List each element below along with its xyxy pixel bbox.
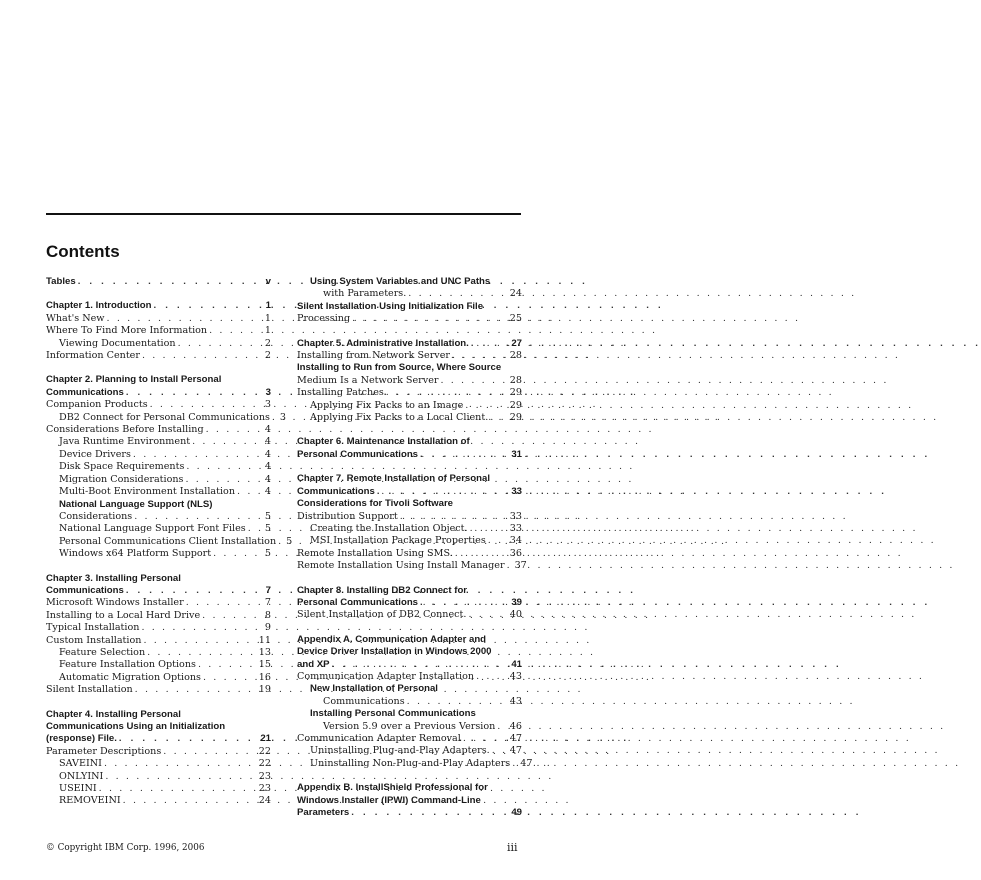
toc-chapter-heading: Chapter 3. Installing Personal (46, 572, 181, 584)
toc-chapter-heading: Appendix A. Communication Adapter and (297, 633, 487, 645)
toc-entry-line1[interactable]: Installing to Run from Source, Where Source (297, 362, 502, 374)
toc-entry-chapter-4[interactable]: (response) File. . . . 21 (46, 733, 271, 745)
toc-chapter-5 (297, 338, 522, 425)
toc-entry-chapter-8[interactable]: Personal Communications . . . 39 (297, 597, 522, 609)
toc-right-column (297, 276, 533, 819)
toc-chapter-7 (297, 473, 527, 572)
toc-chapter-1 (46, 300, 271, 362)
toc-entry[interactable]: Information Center . . . 2 (46, 350, 271, 362)
toc-entry[interactable]: Remote Installation Using SMS. . . . 36 (297, 548, 522, 560)
toc-chapter-heading: Appendix B. InstallShield Professional for (297, 782, 488, 794)
toc-subentry-line1[interactable]: Using System Variables and UNC Paths (310, 276, 491, 287)
toc-chapter-3 (46, 573, 271, 697)
toc-entry[interactable]: Distribution Support . . . 33 (297, 511, 522, 523)
toc-entry[interactable]: Silent Installation of DB2 Connect. . . . 40 (297, 609, 522, 621)
toc-chapter-8 (297, 585, 522, 622)
toc-continued (297, 276, 522, 326)
page-title: Contents (46, 242, 120, 261)
toc-entry[interactable]: Communication Adapter Removal . . . 47 (297, 733, 522, 745)
toc-entry-chapter-6[interactable]: Personal Communications . . . 31 (297, 449, 522, 461)
toc-subentry[interactable]: Uninstalling Non-Plug-and-Play Adapters . . . 47 (297, 758, 522, 770)
toc-subentry[interactable]: Applying Fix Packs to a Local Client. . . . 29 (297, 412, 522, 424)
toc-subentry[interactable]: Multi-Boot Environment Installation . . . 4 (46, 486, 271, 498)
toc-entry-line1[interactable]: Considerations for Tivoli Software (297, 498, 454, 510)
toc-chapter-heading: Device Driver Installation in Windows 2000 (297, 646, 492, 658)
toc-entry-chapter-2[interactable]: Communications . . . 3 (46, 387, 271, 399)
page-number: iii (507, 841, 518, 854)
toc-entry[interactable]: Processing . . . 25 (297, 313, 522, 325)
toc-chapter-heading: Chapter 7. Remote Installation of Personal (297, 473, 490, 485)
header-rule (46, 213, 521, 215)
toc-subentry[interactable]: Version 5.9 over a Previous Version . . . 46 (297, 721, 522, 733)
toc-section-tables (46, 276, 271, 288)
toc-entry[interactable]: Companion Products . . . 3 (46, 399, 271, 411)
toc-subentry[interactable]: Creating the Installation Object. . . . 33 (297, 523, 522, 535)
toc-subentry[interactable]: SAVEINI . . . 22 (46, 758, 271, 770)
toc-entry[interactable]: Where To Find More Information . . . 1 (46, 325, 271, 337)
toc-entry[interactable]: Communication Adapter Installation . . . 43 (297, 671, 522, 683)
toc-entry[interactable]: Considerations Before Installing . . . 4 (46, 424, 271, 436)
toc-subentry[interactable]: DB2 Connect for Personal Communications . . . 3 (46, 412, 271, 424)
toc-subentry[interactable]: Considerations . . . 5 (46, 511, 271, 523)
toc-subentry[interactable]: Automatic Migration Options . . . 16 (46, 672, 271, 684)
toc-subentry[interactable]: MSI Installation Package Properties . . . 34 (297, 535, 522, 547)
toc-subentry[interactable]: USEINI . . . 23 (46, 783, 271, 795)
toc-entry-chapter-7[interactable]: Communications . . . 33 (297, 486, 522, 498)
toc-entry[interactable]: What's New . . . 1 (46, 313, 271, 325)
toc-subentry[interactable]: Feature Selection . . . 13 (46, 647, 271, 659)
toc-entry[interactable]: Microsoft Windows Installer . . . 7 (46, 597, 271, 609)
toc-subentry[interactable]: Java Runtime Environment . . . 4 (46, 436, 271, 448)
toc-subentry[interactable]: Uninstalling Plug-and-Play Adapters. . . . 47 (297, 745, 522, 757)
toc-entry-chapter-3[interactable]: Communications . . . 7 (46, 585, 271, 597)
toc-subentry[interactable]: REMOVEINI . . . 24 (46, 795, 271, 807)
toc-entry[interactable]: Typical Installation . . . 9 (46, 622, 271, 634)
toc-subentry[interactable]: Windows x64 Platform Support . . . 5 (46, 548, 271, 560)
toc-entry[interactable]: Remote Installation Using Install Manager . . . 37 (297, 560, 522, 572)
copyright-footer: © Copyright IBM Corp. 1996, 2006 (46, 843, 205, 853)
toc-subentry[interactable]: Applying Fix Packs to an Image . . . 29 (297, 400, 522, 412)
toc-subentry[interactable]: Disk Space Requirements . . . 4 (46, 461, 271, 473)
toc-chapter-heading: Chapter 2. Planning to Install Personal (46, 374, 222, 386)
toc-entry-chapter-5[interactable]: Chapter 5. Administrative Installation. . . . 27 (297, 338, 522, 350)
toc-entry[interactable]: Silent Installation . . . 19 (46, 684, 271, 696)
toc-chapter-heading: Windows Installer (IPWI) Command-Line (297, 794, 481, 806)
toc-subentry-line1[interactable]: Installing Personal Communications (310, 708, 476, 720)
toc-entry-appendix-b[interactable]: Parameters . . . 49 (297, 807, 522, 819)
toc-entry[interactable]: Medium Is a Network Server . . . 28 (297, 375, 522, 387)
toc-appendix-a (297, 633, 533, 770)
toc-left-column (46, 276, 293, 808)
toc-entry[interactable]: Installing from Network Server . . . 28 (297, 350, 522, 362)
toc-chapter-heading: Chapter 4. Installing Personal (46, 708, 181, 720)
toc-subentry[interactable]: National Language Support Font Files . . . 5 (46, 523, 271, 535)
toc-entry-chapter-1[interactable]: Chapter 1. Introduction . . . 1 (46, 300, 271, 312)
toc-chapter-heading: Chapter 6. Maintenance Installation of (297, 436, 470, 448)
toc-entry[interactable]: Installing Patches . . . 29 (297, 387, 522, 399)
toc-chapter-heading: Communications Using an Initialization (46, 721, 226, 732)
toc-chapter-6 (297, 436, 522, 461)
toc-subentry[interactable]: Migration Considerations . . . 4 (46, 474, 271, 486)
toc-subentry[interactable]: Feature Installation Options . . . 15 (46, 659, 271, 671)
toc-entry-appendix-a[interactable]: and XP . . . 41 (297, 659, 522, 671)
toc-chapter-4 (46, 709, 271, 808)
toc-subentry[interactable]: Communications . . . 43 (297, 696, 522, 708)
toc-chapter-heading: Chapter 8. Installing DB2 Connect for (297, 584, 468, 596)
toc-entry[interactable]: Parameter Descriptions . . . 22 (46, 746, 271, 758)
toc-entry-tables[interactable]: Tables . . . v (46, 276, 271, 288)
toc-subentry[interactable]: Personal Communications Client Installation . . . 5 (46, 536, 271, 548)
toc-subentry[interactable]: with Parameters. . . . 24 (297, 288, 522, 300)
toc-entry-line1[interactable]: Silent Installation Using Initialization File (297, 300, 484, 312)
toc-subentry[interactable]: ONLYINI . . . 23 (46, 771, 271, 783)
toc-subentry[interactable]: Device Drivers . . . 4 (46, 449, 271, 461)
toc-subentry-line1[interactable]: New Installation of Personal (310, 683, 438, 695)
toc-chapter-2 (46, 374, 293, 560)
toc-subentry[interactable]: Viewing Documentation . . . 2 (46, 338, 271, 350)
toc-entry[interactable]: Custom Installation . . . 11 (46, 635, 271, 647)
toc-entry[interactable]: Installing to a Local Hard Drive . . . 8 (46, 610, 271, 622)
toc-appendix-b (297, 782, 522, 819)
toc-subentry-line1[interactable]: National Language Support (NLS) (59, 498, 213, 510)
